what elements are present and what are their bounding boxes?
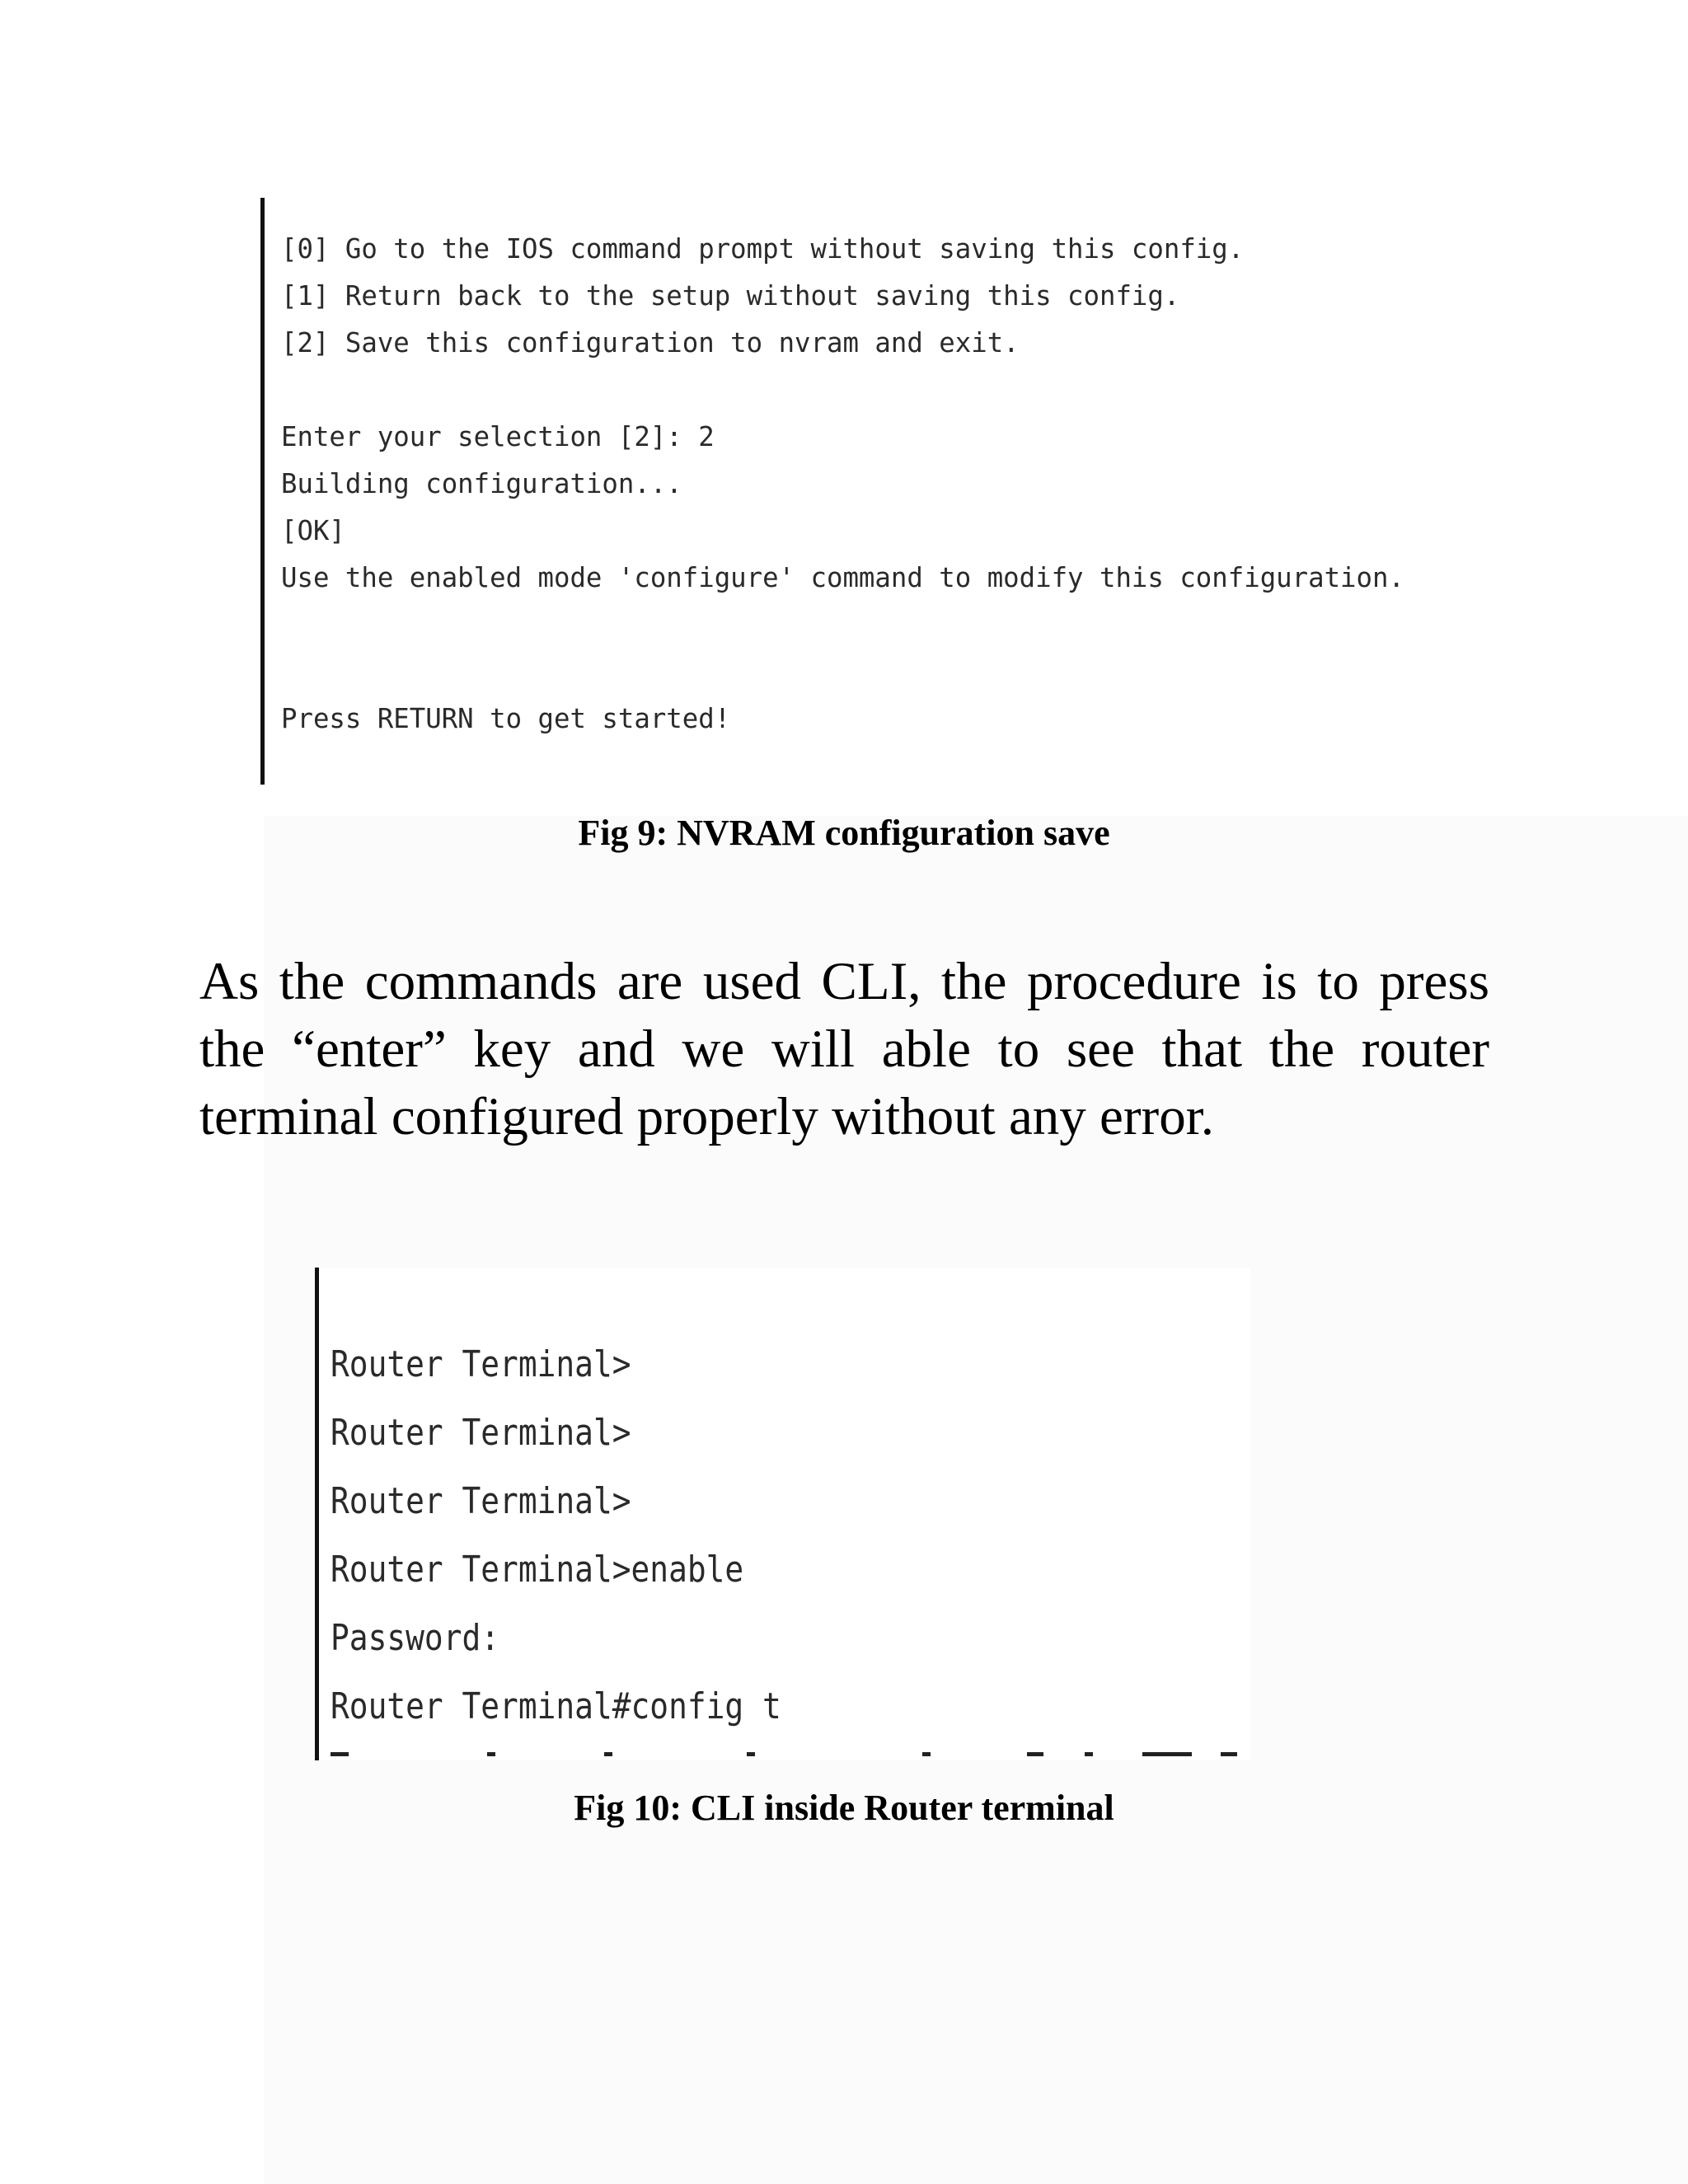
terminal-line: Router Terminal> (331, 1480, 631, 1522)
cropped-glyph (1142, 1752, 1192, 1756)
terminal-line: Password: (331, 1617, 500, 1659)
terminal-line: Router Terminal#config t (331, 1685, 781, 1727)
figure-10-terminal-screenshot (315, 1268, 1250, 1760)
terminal-line: Router Terminal>enable (331, 1549, 744, 1591)
cropped-glyph (1221, 1752, 1237, 1756)
cropped-glyph (331, 1752, 349, 1756)
cropped-glyph (487, 1752, 495, 1756)
terminal-line: [1] Return back to the setup without saving this config. (281, 279, 1180, 312)
terminal-line: Press RETURN to get started! (281, 702, 731, 734)
terminal-line: Router Terminal> (331, 1343, 631, 1385)
terminal-line: Use the enabled mode 'configure' command to modify this configuration. (281, 561, 1404, 593)
terminal-line: Router Terminal> (331, 1412, 631, 1454)
cropped-glyph (1027, 1752, 1043, 1756)
terminal-line: Enter your selection [2]: 2 (281, 420, 715, 452)
terminal-line: [0] Go to the IOS command prompt without saving this config. (281, 232, 1245, 265)
terminal-line: [2] Save this configuration to nvram and exit. (281, 326, 1020, 359)
figure-10-caption: Fig 10: CLI inside Router terminal (574, 1788, 1114, 1828)
cropped-glyph (747, 1752, 755, 1756)
cropped-glyph (922, 1752, 931, 1756)
figure-9-terminal-screenshot (260, 198, 1404, 785)
figure-9-caption: Fig 9: NVRAM configuration save (578, 813, 1110, 853)
cropped-terminal-line (331, 1752, 1250, 1760)
terminal-line: Building configuration... (281, 467, 682, 499)
cropped-glyph (1085, 1752, 1093, 1756)
terminal-line: [OK] (281, 514, 345, 546)
cropped-glyph (604, 1752, 612, 1756)
body-paragraph: As the commands are used CLI, the procedure is to press the “enter” key and we will able to see that the router terminal configured properly without any error. (199, 952, 1489, 1146)
